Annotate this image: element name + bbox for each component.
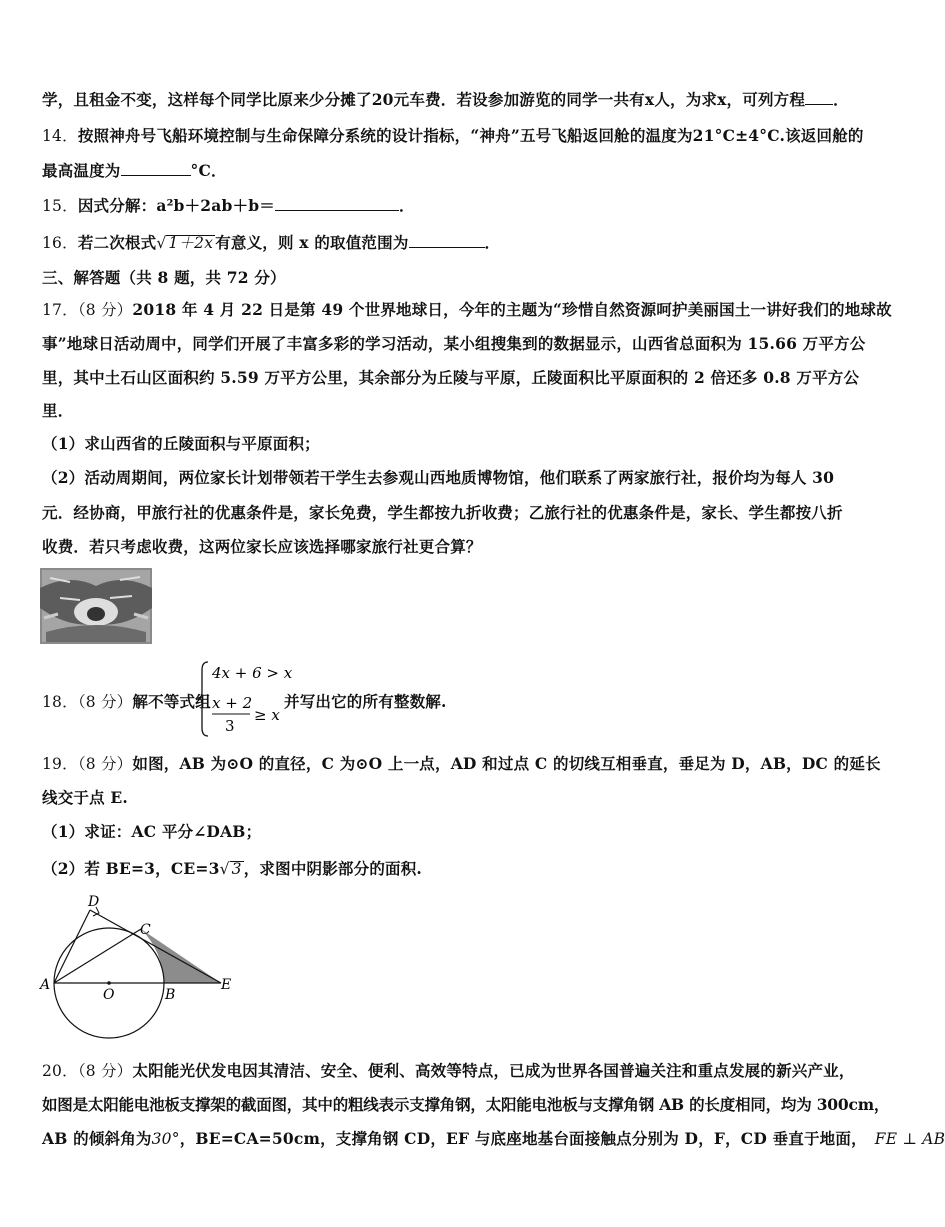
q20-line3 bbox=[42, 1127, 945, 1149]
label-B: B bbox=[165, 987, 176, 1003]
q18-number: 18．（8 分） bbox=[42, 693, 133, 711]
q14-text-b: 最高温度为 bbox=[42, 161, 121, 180]
fraction-numerator: x + 2 bbox=[212, 694, 253, 712]
q16-line bbox=[42, 231, 500, 253]
q15-number: 15． bbox=[42, 197, 78, 215]
label-D: D bbox=[88, 894, 100, 910]
q19-part2-text-b: ，求图中阴影部分的面积. bbox=[243, 859, 423, 878]
q17-line3 bbox=[42, 366, 859, 388]
q17-text-d: 里． bbox=[42, 401, 74, 420]
q15-end: ． bbox=[399, 196, 415, 215]
q20-number: 20．（8 分） bbox=[42, 1062, 133, 1080]
q17-line4 bbox=[42, 399, 73, 421]
sqrt-sign-icon: √ bbox=[219, 860, 230, 878]
q17-text-a: 2018 年 4 月 22 日是第 49 个世界地球日，今年的主题为“珍惜自然资源呵护美丽国土一讲好我们的地球故 bbox=[132, 300, 892, 319]
q19-line2 bbox=[42, 786, 128, 808]
section-3-title: 三、解答题（共 8 题，共 72 分） bbox=[42, 268, 286, 287]
q14-unit: °C． bbox=[190, 161, 227, 180]
q17-part2-line2 bbox=[42, 501, 843, 523]
q19-part1-text: （1）求证：AC 平分∠DAB； bbox=[42, 822, 262, 841]
q19-text-b: 线交于点 E. bbox=[42, 788, 129, 807]
q14-line1 bbox=[42, 124, 864, 146]
q17-part2-text-a: （2）活动周期间，两位家长计划带领若干学生去参观山西地质博物馆，他们联系了两家旅行社，报价均为每人 30 bbox=[42, 468, 835, 487]
q16-text-a: 若二次根式 bbox=[77, 233, 157, 252]
q16-end: ． bbox=[484, 233, 501, 252]
q19-number: 19．（8 分） bbox=[42, 755, 133, 773]
answer-blank bbox=[805, 88, 833, 105]
q16-radicand: 1＋2x bbox=[168, 234, 214, 252]
q17-line2 bbox=[42, 332, 865, 354]
q19-part2-text-a: （2）若 BE=3，CE=3 bbox=[42, 859, 220, 878]
q17-part2-line3 bbox=[42, 535, 482, 557]
q13-text: 学，且租金不变，这样每个同学比原来少分摊了20元车费．若设参加游览的同学一共有x人，为求x，可列方程 bbox=[42, 90, 806, 109]
q20-text-c2: ，BE=CA=50cm，支撑角钢 CD，EF 与底座地基台面接触点分别为 D，F，CD 垂直于地面， bbox=[179, 1129, 867, 1148]
circle-tangent-figure bbox=[36, 890, 236, 1042]
q18-text-a: 解不等式组 bbox=[132, 692, 211, 711]
q20-text-b: 如图是太阳能电池板支撑架的截面图，其中的粗线表示支撑角钢，太阳能电池板与支撑角钢 AB 的长度相同，均为 300cm， bbox=[42, 1095, 890, 1114]
q17-part1-text: （1）求山西省的丘陵面积与平原面积； bbox=[42, 434, 320, 453]
q20-text-a: 太阳能光伏发电因其清洁、安全、便利、高效等特点，已成为世界各国普遍关注和重点发展的新兴产业， bbox=[132, 1061, 855, 1080]
q17-part1 bbox=[42, 432, 320, 454]
inequality-1: 4x + 6 > x bbox=[212, 664, 293, 682]
q17-text-c: 里，其中土石山区面积约 5.59 万平方公里，其余部分为丘陵与平原，丘陵面积比平原面积的 2 倍还多 0.8 万平方公 bbox=[42, 368, 860, 387]
q19-text-a: 如图，AB 为⊙O 的直径，C 为⊙O 上一点，AD 和过点 C 的切线互相垂直，垂足为 D，AB，DC 的延长 bbox=[132, 754, 881, 773]
q17-text-b: 事”地球日活动周中，同学们开展了丰富多彩的学习活动，某小组搜集到的数据显示，山西省总面积为 15.66 万平方公 bbox=[42, 334, 866, 353]
q17-line1 bbox=[42, 298, 892, 320]
q19-part1 bbox=[42, 820, 261, 842]
answer-blank bbox=[275, 194, 399, 211]
answer-blank bbox=[409, 231, 485, 248]
label-A: A bbox=[40, 977, 51, 993]
q19-line1 bbox=[42, 752, 881, 774]
q20-angle: 30° bbox=[151, 1130, 180, 1148]
q14-number: 14． bbox=[42, 127, 78, 145]
label-O: O bbox=[103, 987, 115, 1003]
q13-continuation bbox=[42, 88, 849, 110]
q17-part2-text-b: 元．经协商，甲旅行社的优惠条件是，家长免费，学生都按九折收费；乙旅行社的优惠条件是，家长、学生都按八折 bbox=[42, 503, 843, 522]
q13-end: ． bbox=[833, 90, 849, 109]
q20-text-c1: AB 的倾斜角为 bbox=[42, 1129, 152, 1148]
sqrt-sign-icon: √ bbox=[156, 234, 167, 252]
q18-line bbox=[42, 690, 211, 712]
q20-line2 bbox=[42, 1093, 889, 1115]
inequality-2-rhs: ≥ x bbox=[254, 706, 280, 724]
section-3-heading bbox=[42, 266, 286, 288]
q17-number: 17．（8 分） bbox=[42, 301, 133, 319]
q16-text-b: 有意义，则 x 的取值范围为 bbox=[215, 233, 409, 252]
inequality-system bbox=[198, 658, 293, 738]
answer-blank bbox=[121, 159, 191, 176]
q17-part2-line1 bbox=[42, 466, 834, 488]
q15-text: 因式分解：a²b＋2ab＋b＝ bbox=[77, 196, 276, 215]
museum-photo bbox=[40, 568, 152, 644]
label-E: E bbox=[221, 977, 232, 993]
q19-part2 bbox=[42, 857, 422, 879]
q19-radicand: 3 bbox=[231, 860, 242, 878]
q16-number: 16． bbox=[42, 234, 78, 252]
fraction-denominator: 3 bbox=[225, 717, 235, 735]
q17-part2-text-c: 收费．若只考虑收费，这两位家长应该选择哪家旅行社更合算？ bbox=[42, 537, 482, 556]
q18-tail bbox=[284, 690, 447, 712]
q14-text: 按照神舟号飞船环境控制与生命保障分系统的设计指标，“神舟”五号飞船返回舱的温度为21°C±4°C.该返回舱的 bbox=[77, 126, 864, 145]
q20-line1 bbox=[42, 1059, 855, 1081]
q14-line2 bbox=[42, 159, 227, 181]
label-C: C bbox=[140, 922, 151, 938]
q18-text-b: 并写出它的所有整数解. bbox=[284, 692, 447, 711]
q15-line bbox=[42, 194, 415, 216]
q20-perp-expr: FE ⊥ AB bbox=[874, 1130, 945, 1148]
